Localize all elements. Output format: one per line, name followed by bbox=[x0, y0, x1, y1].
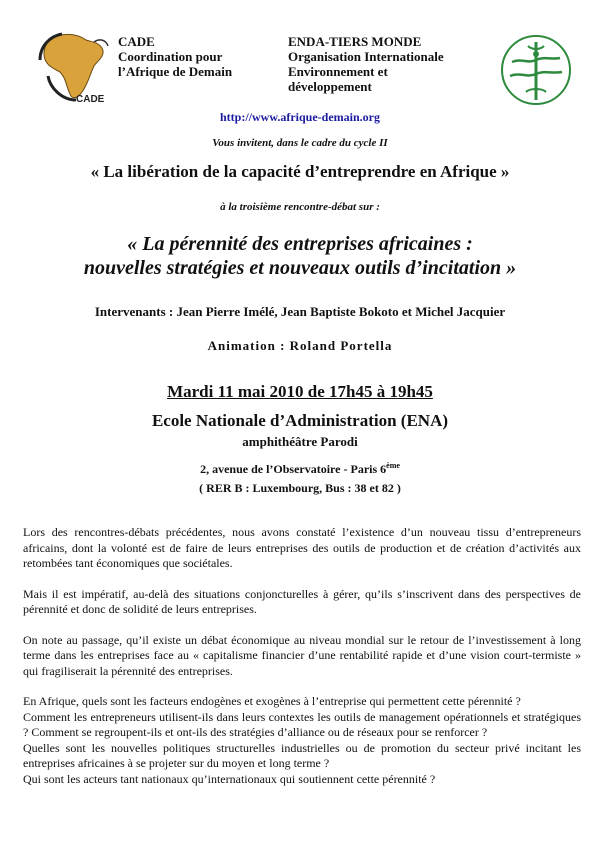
event-venue: Ecole Nationale d’Administration (ENA) bbox=[151, 411, 449, 430]
event-address bbox=[0, 461, 600, 477]
question: Qui sont les acteurs tant nationaux qu’internationaux qui soutiennent cette pérennité ? bbox=[23, 771, 436, 786]
cade-logo bbox=[36, 30, 112, 106]
moderator: Animation : Roland Portella bbox=[207, 338, 393, 353]
topic-line2: nouvelles stratégies et nouveaux outils d’incitation » bbox=[83, 257, 517, 279]
address-superscript: ème bbox=[386, 461, 400, 470]
cade-logo-text: CADE bbox=[76, 94, 105, 105]
paragraph: Lors des rencontres-débats précédentes, nous avons constaté l’existence d’un nouveau tissu d’entrepreneurs africains, dont la volonté est de faire de leurs entreprises des outils de production et de création d’activités aux retombées tant économiques que sociétales. bbox=[23, 525, 581, 570]
cade-line2: l’Afrique de Demain bbox=[118, 64, 233, 79]
cade-line1: Coordination pour bbox=[118, 49, 223, 64]
question: En Afrique, quels sont les facteurs endogènes et exogènes à l’entreprise qui permettent cette pérennité ? bbox=[23, 694, 521, 708]
question: Comment les entrepreneurs utilisent-ils dans leurs contextes les outils de management opérationnels et stratégiques ? Comment se regroupent-ils et ont-ils des stratégies d’alliance ou de réseaux pour se renforcer ? bbox=[23, 709, 581, 739]
event-room: amphithéâtre Parodi bbox=[242, 434, 358, 449]
cade-name: CADE bbox=[118, 34, 155, 49]
enda-logo bbox=[498, 32, 574, 108]
topic-line1: « La pérennité des entreprises africaines : bbox=[127, 233, 473, 255]
event-date: Mardi 11 mai 2010 de 17h45 à 19h45 bbox=[167, 382, 433, 401]
cade-organization bbox=[118, 34, 232, 79]
third-meeting-text: à la troisième rencontre-débat sur : bbox=[220, 201, 380, 213]
debate-topic bbox=[0, 232, 600, 280]
cycle-title: « La libération de la capacité d’entreprendre en Afrique » bbox=[90, 162, 510, 181]
enda-line1: Organisation Internationale bbox=[288, 49, 444, 64]
enda-line2: Environnement et bbox=[288, 64, 388, 79]
website-link[interactable]: http://www.afrique-demain.org bbox=[220, 110, 380, 124]
speakers: Intervenants : Jean Pierre Imélé, Jean Baptiste Bokoto et Michel Jacquier bbox=[94, 304, 506, 319]
enda-line3: développement bbox=[288, 79, 372, 94]
question: Quelles sont les nouvelles politiques structurelles industrielles ou de promotion du secteur privé incitant les entreprises africaines à se projeter sur du moyen et long terme ? bbox=[23, 740, 581, 770]
enda-organization bbox=[288, 34, 478, 94]
invitation-text: Vous invitent, dans le cadre du cycle II bbox=[212, 137, 388, 149]
paragraph: Mais il est impératif, au-delà des situations conjoncturelles à gérer, qu’ils s’inscrivent dans des perspectives de pérennité et donc de solidité de leurs entreprises. bbox=[23, 586, 581, 616]
paragraph: On note au passage, qu’il existe un débat économique au niveau mondial sur le retour de l’investissement à long terme dans les entreprises face au « capitalisme financier d’une rentabilité rapide et d’une vision court-termiste » qui fragiliserait la pérennité des entreprises. bbox=[23, 632, 581, 678]
transport-info: ( RER B : Luxembourg, Bus : 38 et 82 ) bbox=[199, 481, 401, 495]
address-text: 2, avenue de l’Observatoire - Paris 6 bbox=[200, 462, 387, 476]
enda-name: ENDA-TIERS MONDE bbox=[288, 34, 422, 49]
questions bbox=[23, 694, 581, 787]
body-text bbox=[23, 525, 581, 787]
